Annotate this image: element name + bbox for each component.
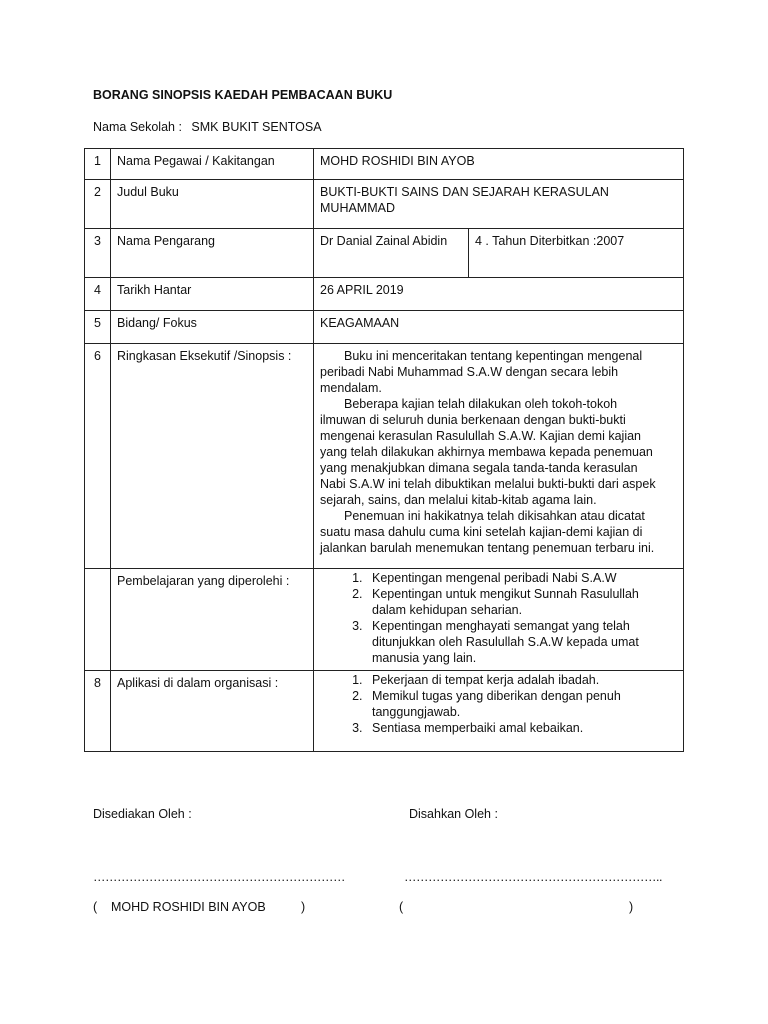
synopsis-text	[314, 344, 684, 569]
school-label: Nama Sekolah :	[93, 120, 182, 134]
prepared-by-name: MOHD ROSHIDI BIN AYOB	[111, 900, 266, 914]
application-list	[320, 672, 643, 736]
application-list-cell	[314, 671, 684, 752]
row-number	[85, 569, 111, 671]
lessons-list-cell	[314, 569, 684, 671]
row-label-lessons: Pembelajaran yang diperolehi :	[111, 569, 314, 671]
prepared-signature-line: ………………………………………………………	[93, 870, 345, 884]
row-label-staff: Nama Pegawai / Kakitangan	[111, 149, 314, 180]
row-number: 6	[85, 344, 111, 569]
table-row-author	[85, 229, 684, 278]
approved-signature-line: ………………………………………………………..	[404, 870, 662, 884]
synopsis-paragraph: Beberapa kajian telah dilakukan oleh tokoh-tokoh ilmuwan di seluruh dunia berkenaan dengan bukti-bukti mengenai kerasulan Rasulullah S.A.W. Kajian demi kajian yang telah dilakukan akhirnya membawa kepada penemuan yang menakjubkan dimana segala tanda-tanda kerasulan Nabi S.A.W ini telah dibuktikan melalui bukti-bukti dari aspek sejarah, sains, dan melalui kitab-kitab agama lain.	[320, 397, 656, 507]
school-line	[93, 120, 322, 134]
list-item: 1. Kepentingan mengenal peribadi Nabi S.A.W	[366, 570, 653, 586]
table-row-focus	[85, 311, 684, 344]
row-value-focus: KEAGAMAAN	[314, 311, 684, 344]
table-row-submit-date	[85, 278, 684, 311]
row-value-author: Dr Danial Zainal Abidin	[314, 229, 469, 278]
table-row-lessons	[85, 569, 684, 671]
row-number: 3	[85, 229, 111, 278]
approved-by-label: Disahkan Oleh :	[409, 807, 498, 821]
prepared-paren-open: (	[93, 900, 98, 914]
table-row-staff	[85, 149, 684, 180]
approved-paren-open: (	[399, 900, 404, 914]
synopsis-paragraph: Penemuan ini hakikatnya telah dikisahkan atau dicatat suatu masa dahulu cuma kini setelah kajian-demi kajian di jalankan barulah menemukan tentang penemuan terbaru ini.	[320, 509, 655, 555]
synopsis-paragraph: Buku ini menceritakan tentang kepentingan mengenal peribadi Nabi Muhammad S.A.W dengan secara lebih mendalam.	[320, 349, 643, 395]
list-item: 2. Memikul tugas yang diberikan dengan penuh tanggungjawab.	[366, 688, 643, 720]
table-row-synopsis	[85, 344, 684, 569]
row-label-synopsis: Ringkasan Eksekutif /Sinopsis :	[111, 344, 314, 569]
row-value-book-title: BUKTI-BUKTI SAINS DAN SEJARAH KERASULAN MUHAMMAD	[314, 180, 684, 229]
list-item: 2. Kepentingan untuk mengikut Sunnah Rasulullah dalam kehidupan seharian.	[366, 586, 653, 618]
school-value: SMK BUKIT SENTOSA	[191, 120, 322, 134]
row-number: 4	[85, 278, 111, 311]
row-label-focus: Bidang/ Fokus	[111, 311, 314, 344]
row-number: 8	[85, 671, 111, 752]
list-item: 3. Sentiasa memperbaiki amal kebaikan.	[366, 720, 643, 736]
lessons-list	[320, 570, 653, 666]
row-value-staff: MOHD ROSHIDI BIN AYOB	[314, 149, 684, 180]
row-number: 2	[85, 180, 111, 229]
list-item: 3. Kepentingan menghayati semangat yang telah ditunjukkan oleh Rasulullah S.A.W kepada umat manusia yang lain.	[366, 618, 653, 666]
table-row-application	[85, 671, 684, 752]
row-label-book-title: Judul Buku	[111, 180, 314, 229]
row-value-submit-date: 26 APRIL 2019	[314, 278, 684, 311]
prepared-paren-close: )	[301, 900, 306, 914]
row-label-submit-date: Tarikh Hantar	[111, 278, 314, 311]
row-value-publish-year: 4 . Tahun Diterbitkan :2007	[469, 229, 684, 278]
row-number: 1	[85, 149, 111, 180]
row-number: 5	[85, 311, 111, 344]
list-item: 1. Pekerjaan di tempat kerja adalah ibadah.	[366, 672, 643, 688]
prepared-by-label: Disediakan Oleh :	[93, 807, 192, 821]
approved-paren-close: )	[629, 900, 634, 914]
table-row-book-title	[85, 180, 684, 229]
document-title: BORANG SINOPSIS KAEDAH PEMBACAAN BUKU	[93, 88, 393, 102]
row-label-application: Aplikasi di dalam organisasi :	[111, 671, 314, 752]
synopsis-form-table	[84, 148, 684, 752]
row-label-author: Nama Pengarang	[111, 229, 314, 278]
